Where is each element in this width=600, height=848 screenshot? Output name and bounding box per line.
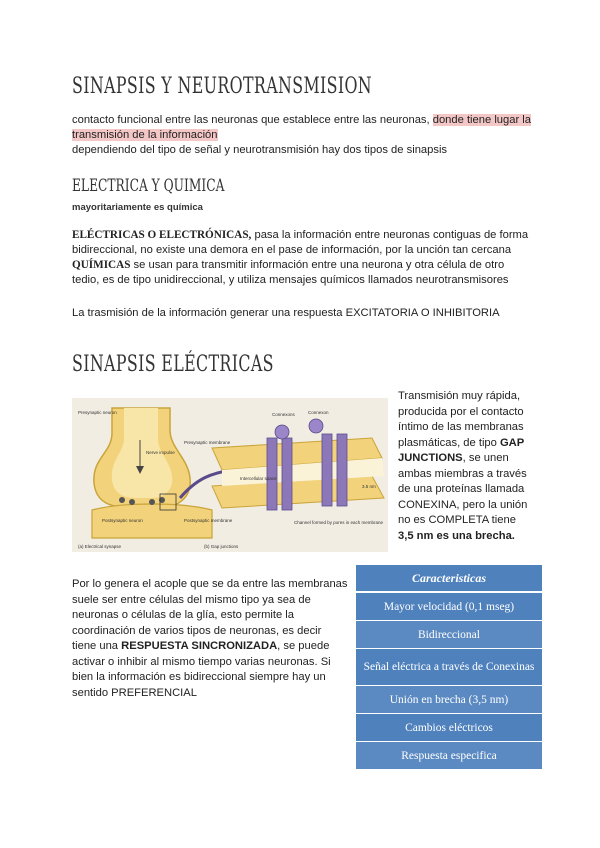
label-postsynaptic-neuron: Postsynaptic neuron bbox=[102, 518, 143, 523]
quimicas-term: QUÍMICAS bbox=[72, 259, 131, 271]
table-row: Respuesta especifica bbox=[356, 742, 542, 770]
label-nm: 3.5 nm bbox=[362, 484, 376, 489]
side-line: CONEXINA, pero la unión bbox=[398, 498, 528, 511]
label-intercellular-space: Intercellular space bbox=[240, 476, 277, 481]
label-connexon: Connexon bbox=[308, 410, 329, 415]
gap-size-term: 3,5 nm es una brecha. bbox=[398, 529, 515, 542]
bottom-line: Por lo genera el acople que se da entre las membranas bbox=[72, 578, 348, 590]
synapse-figure bbox=[72, 398, 388, 552]
label-connexons: Connexons bbox=[272, 412, 295, 417]
table-row: Señal eléctrica a través de Conexinas bbox=[356, 649, 542, 686]
table-header: Caracteristicas bbox=[356, 565, 542, 592]
characteristics-table bbox=[356, 565, 542, 769]
intro-highlight-1: donde tiene lugar la bbox=[432, 114, 532, 126]
side-line: producida por el contacto bbox=[398, 405, 524, 418]
bottom-line: , se puede bbox=[277, 640, 330, 652]
side-line: ambas miembras a través bbox=[398, 467, 527, 480]
section-note: mayoritariamente es química bbox=[72, 202, 203, 213]
side-line: plasmáticas, de tipo bbox=[398, 436, 500, 449]
intro-line3: dependiendo del tipo de señal y neurotransmisión hay dos tipos de sinapsis bbox=[72, 144, 448, 156]
label-presynaptic-neuron: Presynaptic neuron bbox=[78, 410, 117, 415]
section-heading-sinapsis-electricas: SINAPSIS ELÉCTRICAS bbox=[72, 352, 274, 377]
side-line: , se unen bbox=[462, 452, 509, 464]
bottom-line: activar o inhibir al mismo tiempo varias neuronas. Si bbox=[72, 655, 331, 668]
respuesta-sincronizada-term: RESPUESTA SINCRONIZADA bbox=[121, 640, 278, 652]
label-presynaptic-membrane: Presynaptic membrane bbox=[184, 440, 231, 445]
bottom-line: suele ser entre células del mismo tipo ya sea de bbox=[72, 593, 311, 606]
table-row: Unión en brecha (3,5 nm) bbox=[356, 686, 542, 714]
response-line: La trasmisión de la información generar una respuesta EXCITATORIA O INHIBITORIA bbox=[72, 307, 500, 319]
intro-line1: contacto funcional entre las neuronas que establece entre las neuronas, bbox=[72, 114, 433, 126]
quimicas-text: se usan para transmitir información entre una neurona y otra célula de otro bbox=[130, 259, 505, 271]
side-line: de una proteínas llamada bbox=[398, 483, 525, 495]
table-row: Mayor velocidad (0,1 mseg) bbox=[356, 592, 542, 621]
electricas-text: pasa la información entre neuronas contiguas de forma bbox=[251, 229, 529, 241]
caption-a: (a) Electrical synapse bbox=[78, 544, 122, 549]
quimicas-text-2: tedio, es de tipo unidireccional, y utiliza mensajes químicos llamados neurotransmisores bbox=[72, 274, 509, 286]
section-heading-electrica-quimica: ELECTRICA Y QUIMICA bbox=[72, 176, 225, 196]
side-line: no es COMPLETA tiene bbox=[398, 514, 516, 526]
bottom-line: coordinación de varios tipos de neuronas, es decir bbox=[72, 624, 322, 637]
label-nerve-impulse: Nerve impulse bbox=[146, 450, 175, 455]
electricas-text-2: bidireccional, no existe una demora en el pase de información, por la unción tan cercana bbox=[72, 244, 512, 256]
side-line: Transmisión muy rápida, bbox=[398, 390, 521, 402]
characteristics-table-wrapper bbox=[356, 565, 542, 769]
table-row: Bidireccional bbox=[356, 621, 542, 649]
gap-term: GAP bbox=[499, 436, 525, 449]
synapse-illustration bbox=[72, 398, 388, 552]
electricas-term: ELÉCTRICAS O ELECTRÓNICAS, bbox=[72, 229, 252, 241]
junctions-term: JUNCTIONS bbox=[398, 452, 463, 464]
bottom-line: neuronas o células de la glía, esto permite la bbox=[72, 609, 295, 621]
label-postsynaptic-membrane: Postsynaptic membrane bbox=[184, 518, 233, 523]
bottom-line: tiene una bbox=[72, 640, 122, 652]
intro-paragraph bbox=[72, 113, 532, 158]
coupling-paragraph bbox=[72, 577, 352, 701]
label-channel: Channel formed by pores in each membrane bbox=[294, 520, 384, 525]
types-paragraph bbox=[72, 228, 542, 288]
bottom-line: sentido PREFERENCIAL bbox=[72, 686, 197, 699]
side-line: íntimo de las membranas bbox=[398, 421, 524, 433]
page-title: SINAPSIS Y NEUROTRANSMISION bbox=[72, 74, 373, 99]
table-row: Cambios eléctricos bbox=[356, 714, 542, 742]
bottom-line: bien la información es bidireccional siempre hay un bbox=[72, 671, 326, 683]
gap-junction-description bbox=[398, 389, 548, 544]
intro-highlight-2: transmisión de la información bbox=[72, 129, 218, 141]
caption-b: (b) Gap junctions bbox=[204, 544, 239, 549]
